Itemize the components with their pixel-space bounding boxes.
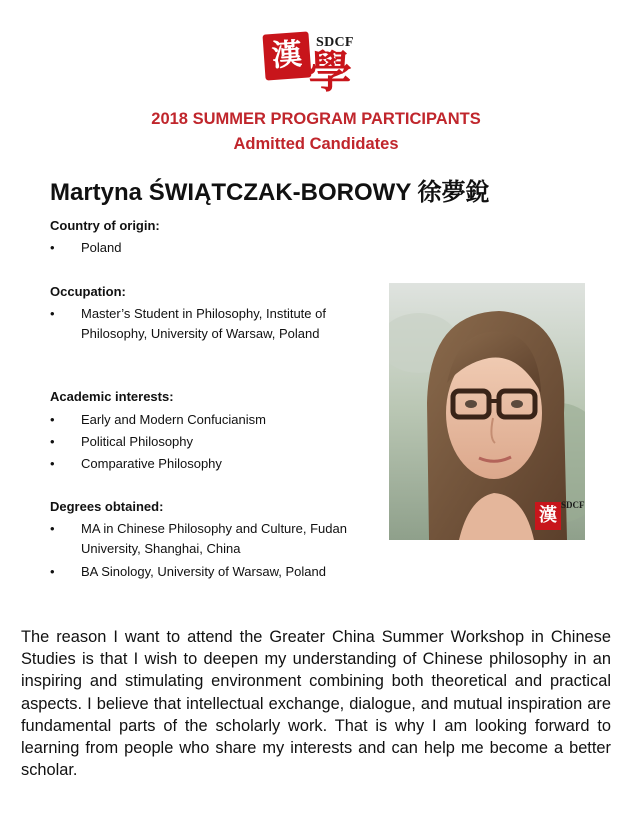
occupation-label: Occupation: xyxy=(50,284,126,299)
logo-character: 學 xyxy=(308,47,352,98)
photo-seal-char: 漢 xyxy=(535,502,561,530)
occupation-item-text: Master’s Student in Philosophy, Institute of Philosophy, University of Warsaw, Poland xyxy=(81,306,326,341)
degrees-label: Degrees obtained: xyxy=(50,499,164,514)
statement-paragraph: The reason I want to attend the Greater China Summer Workshop in Chinese Studies is that I wish to deepen my understanding of Chinese philosophy in an inspiring and stimulating environment combining both theoretical and practical aspects. I believe that intellectual exchange, dialogue, and mutual inspiration are fundamental parts of the scholarly work. That is why I am looking forward to learning from people who share my interests and can help me become a better scholar. xyxy=(21,628,611,780)
interests-label: Academic interests: xyxy=(50,389,174,404)
participant-name: Martyna ŚWIĄTCZAK-BOROWY 徐夢銳 xyxy=(50,179,490,206)
bullet: • xyxy=(50,456,55,471)
bullet: • xyxy=(50,434,55,449)
bullet: • xyxy=(50,240,55,255)
bullet: • xyxy=(50,521,55,536)
logo-brand-text: SDCF xyxy=(316,35,354,50)
degrees-item-text: MA in Chinese Philosophy and Culture, Fudan University, Shanghai, China xyxy=(81,521,347,556)
interests-item-text: Early and Modern Confucianism xyxy=(81,412,266,427)
logo-seal xyxy=(262,31,311,80)
bullet: • xyxy=(50,412,55,427)
bullet: • xyxy=(50,564,55,579)
country-label: Country of origin: xyxy=(50,218,160,233)
bullet: • xyxy=(50,306,55,321)
photo-seal xyxy=(535,498,585,534)
photo-seal-text: SDCF xyxy=(561,500,585,510)
degrees-item-text: BA Sinology, University of Warsaw, Poland xyxy=(81,564,326,579)
logo-seal-char: 漢 xyxy=(270,36,304,75)
country-item-text: Poland xyxy=(81,240,122,255)
program-title: 2018 SUMMER PROGRAM PARTICIPANTS xyxy=(151,110,481,128)
participant-photo xyxy=(389,283,585,540)
interests-item-text: Comparative Philosophy xyxy=(81,456,222,471)
interests-item-text: Political Philosophy xyxy=(81,434,194,449)
sdcf-logo xyxy=(258,29,370,101)
program-subtitle: Admitted Candidates xyxy=(233,135,399,153)
